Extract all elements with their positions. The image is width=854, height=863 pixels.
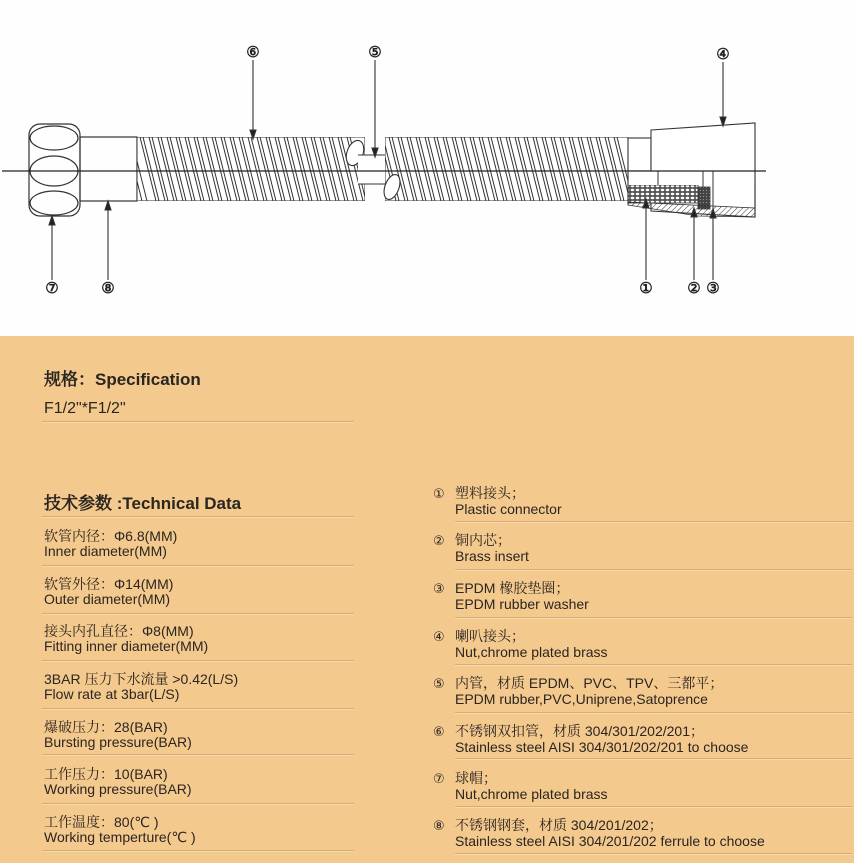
part-item-ball-nut	[433, 771, 608, 802]
part-en: EPDM rubber,PVC,Uniprene,Satoprence	[455, 691, 708, 707]
specification-value: F1/2"*F1/2"	[44, 400, 126, 417]
divider	[455, 617, 852, 619]
tech-row-en: Working temperture(℃ )	[44, 829, 196, 845]
part-item-stainless-hose	[433, 724, 748, 755]
part-item-plastic-connector	[433, 486, 562, 517]
divider	[455, 712, 852, 714]
hose-diagram	[0, 0, 854, 336]
part-cn: 内管，材质 EPDM、PVC、TPV、三都平；	[455, 675, 724, 691]
callout-3: ③	[706, 279, 720, 297]
divider	[455, 853, 852, 855]
part-en: Plastic connector	[455, 501, 562, 517]
tech-row-en: Bursting pressure(BAR)	[44, 734, 192, 750]
divider	[42, 565, 354, 567]
divider	[455, 758, 852, 760]
part-en: Nut,chrome plated brass	[455, 644, 608, 660]
callout-8: ⑧	[101, 279, 115, 297]
part-number: ⑤	[433, 677, 445, 692]
tech-row-cn: 工作压力：10(BAR)	[44, 766, 168, 782]
callout-2: ②	[687, 279, 701, 297]
divider	[42, 803, 354, 805]
callout-6: ⑥	[246, 43, 260, 61]
part-number: ①	[433, 487, 445, 502]
tech-row-working-pressure	[44, 767, 192, 797]
tech-row-fitting-inner-diameter	[44, 624, 208, 654]
ball-nut-shape	[29, 124, 80, 216]
spec-panel	[0, 336, 854, 863]
tech-row-en: Flow rate at 3bar(L/S)	[44, 686, 180, 702]
part-number: ②	[433, 534, 445, 549]
part-item-ferrule	[433, 818, 765, 849]
technical-data-heading: 技术参数 :Technical Data	[44, 494, 242, 513]
part-number: ④	[433, 630, 445, 645]
divider	[455, 521, 852, 523]
part-cn: 喇叭接头；	[455, 628, 525, 644]
divider	[42, 754, 354, 756]
tech-row-cn: 工作温度：80(℃ )	[44, 814, 159, 830]
tech-row-cn: 软管外径：Φ14(MM)	[44, 576, 174, 592]
part-cn: 不锈钢钢套，材质 304/201/202；	[455, 817, 663, 833]
divider	[42, 708, 354, 710]
tech-row-en: Fitting inner diameter(MM)	[44, 638, 209, 654]
tech-row-cn: 爆破压力：28(BAR)	[44, 719, 168, 735]
divider	[42, 421, 354, 423]
specification-heading: 规格：Specification	[44, 370, 201, 389]
part-item-nut	[433, 629, 608, 660]
part-cn: EPDM 橡胶垫圈；	[455, 580, 570, 596]
divider	[42, 660, 354, 662]
divider	[42, 516, 354, 518]
tech-row-en: Outer diameter(MM)	[44, 591, 171, 607]
part-number: ⑥	[433, 725, 445, 740]
part-number: ③	[433, 582, 445, 597]
part-cn: 球帽；	[455, 770, 497, 786]
part-en: Stainless steel AISI 304/201/202 ferrule to choose	[455, 833, 765, 849]
divider	[455, 806, 852, 808]
tech-row-en: Working pressure(BAR)	[44, 781, 192, 797]
divider	[42, 613, 354, 615]
part-en: Nut,chrome plated brass	[455, 786, 608, 802]
callout-5: ⑤	[368, 43, 382, 61]
part-number: ⑧	[433, 819, 445, 834]
divider	[455, 664, 852, 666]
part-number: ⑦	[433, 772, 445, 787]
part-cn: 塑料接头；	[455, 485, 525, 501]
part-cn: 铜内芯；	[455, 532, 511, 548]
tech-row-flow-rate	[44, 672, 238, 702]
tech-row-inner-diameter	[44, 529, 177, 559]
tech-row-cn: 软管内径：Φ6.8(MM)	[44, 528, 178, 544]
tech-row-outer-diameter	[44, 577, 173, 607]
part-item-rubber-washer	[433, 581, 589, 612]
tech-row-en: Inner diameter(MM)	[44, 543, 167, 559]
tech-row-bursting-pressure	[44, 720, 192, 750]
tech-row-working-temperature	[44, 815, 196, 845]
tech-row-cn: 接头内孔直径：Φ8(MM)	[44, 623, 194, 639]
callout-7: ⑦	[45, 279, 59, 297]
divider	[455, 569, 852, 571]
callout-1: ①	[639, 279, 653, 297]
part-item-inner-tube	[433, 676, 723, 707]
part-en: EPDM rubber washer	[455, 596, 589, 612]
tech-row-cn: 3BAR 压力下水流量 >0.42(L/S)	[44, 671, 239, 687]
part-cn: 不锈钢双扣管，材质 304/301/202/201；	[455, 723, 704, 739]
part-en: Brass insert	[455, 548, 529, 564]
part-item-brass-insert	[433, 533, 529, 564]
callout-4: ④	[716, 45, 730, 63]
part-en: Stainless steel AISI 304/301/202/201 to choose	[455, 739, 749, 755]
divider	[42, 850, 354, 852]
